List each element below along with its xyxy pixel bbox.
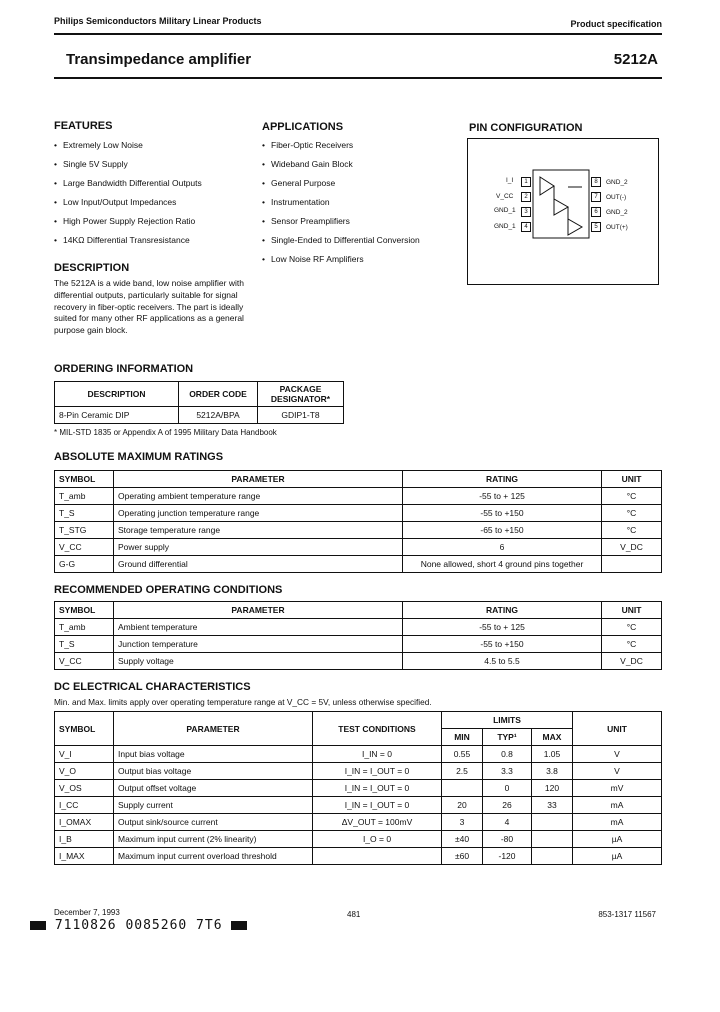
cell: V_OS bbox=[55, 780, 114, 797]
cell: mV bbox=[573, 780, 662, 797]
cell: T_STG bbox=[55, 522, 114, 539]
pin-label: GND_2 bbox=[606, 179, 628, 186]
list-item: • Low Input/Output Impedances bbox=[54, 196, 254, 215]
table-row bbox=[55, 407, 344, 424]
pin-config-heading: PIN CONFIGURATION bbox=[469, 122, 583, 134]
cell: 3.3 bbox=[483, 763, 532, 780]
cell: 2.5 bbox=[442, 763, 483, 780]
features-heading: FEATURES bbox=[54, 120, 113, 132]
cell bbox=[532, 848, 573, 865]
list-item: • Large Bandwidth Differential Outputs bbox=[54, 177, 254, 196]
table-row bbox=[55, 488, 662, 505]
cell: 0.8 bbox=[483, 746, 532, 763]
col-min: MIN bbox=[442, 729, 483, 746]
table-row bbox=[55, 522, 662, 539]
table-row bbox=[55, 797, 662, 814]
cell: I_O = 0 bbox=[313, 831, 442, 848]
cell: °C bbox=[602, 488, 662, 505]
cell bbox=[442, 780, 483, 797]
cell: V bbox=[573, 746, 662, 763]
pin-number: 6 bbox=[591, 207, 601, 217]
col-order-code: ORDER CODE bbox=[179, 382, 258, 407]
table-row bbox=[55, 556, 662, 573]
cell bbox=[313, 848, 442, 865]
ordering-heading: ORDERING INFORMATION bbox=[54, 363, 194, 375]
footer-date: December 7, 1993 bbox=[54, 908, 120, 917]
pin-number: 3 bbox=[521, 207, 531, 217]
cell: Supply voltage bbox=[114, 653, 403, 670]
applications-list bbox=[262, 139, 462, 272]
cell: G-G bbox=[55, 556, 114, 573]
cell: I_IN = I_OUT = 0 bbox=[313, 797, 442, 814]
pin-number: 5 bbox=[591, 222, 601, 232]
pin-number: 2 bbox=[521, 192, 531, 202]
abs-max-table bbox=[54, 470, 662, 573]
cell: Ambient temperature bbox=[114, 619, 403, 636]
cell: 4 bbox=[483, 814, 532, 831]
cell: Input bias voltage bbox=[114, 746, 313, 763]
col-limits: LIMITS bbox=[442, 712, 573, 729]
table-row bbox=[55, 746, 662, 763]
description-text: The 5212A is a wide band, low noise amplifier with differential outputs, particularly suitable for signal recovery in fiber-optic receivers. The part is ideally suited for many other RF applications as a general purpose gain block. bbox=[54, 278, 244, 336]
cell: Operating junction temperature range bbox=[114, 505, 403, 522]
cell: V_DC bbox=[602, 653, 662, 670]
cell: °C bbox=[602, 636, 662, 653]
barcode-strip bbox=[30, 918, 247, 933]
list-item: • High Power Supply Rejection Ratio bbox=[54, 215, 254, 234]
table-row bbox=[55, 505, 662, 522]
pin-label: OUT(+) bbox=[606, 224, 628, 231]
cell bbox=[532, 814, 573, 831]
cell bbox=[532, 831, 573, 848]
cell: Maximum input current overload threshold bbox=[114, 848, 313, 865]
list-item: • Instrumentation bbox=[262, 196, 462, 215]
cell: 8-Pin Ceramic DIP bbox=[55, 407, 179, 424]
table-row bbox=[55, 763, 662, 780]
cell: Output offset voltage bbox=[114, 780, 313, 797]
cell: V_O bbox=[55, 763, 114, 780]
cell: I_MAX bbox=[55, 848, 114, 865]
cell: 5212A/BPA bbox=[179, 407, 258, 424]
cell: -55 to +150 bbox=[403, 505, 602, 522]
col-package bbox=[258, 382, 344, 407]
col-symbol: SYMBOL bbox=[55, 712, 114, 746]
dc-elec-table bbox=[54, 711, 662, 865]
cell: T_amb bbox=[55, 619, 114, 636]
col-symbol: SYMBOL bbox=[55, 471, 114, 488]
cell: mA bbox=[573, 814, 662, 831]
cell: I_CC bbox=[55, 797, 114, 814]
col-parameter: PARAMETER bbox=[114, 471, 403, 488]
cell: -65 to +150 bbox=[403, 522, 602, 539]
cell: Power supply bbox=[114, 539, 403, 556]
cell: ±60 bbox=[442, 848, 483, 865]
footer-doc-code: 853-1317 11567 bbox=[598, 910, 656, 919]
col-max: MAX bbox=[532, 729, 573, 746]
cell: T_amb bbox=[55, 488, 114, 505]
rec-op-heading: RECOMMENDED OPERATING CONDITIONS bbox=[54, 584, 283, 596]
cell: 4.5 to 5.5 bbox=[403, 653, 602, 670]
part-number: 5212A bbox=[613, 51, 658, 68]
cell: V bbox=[573, 763, 662, 780]
cell: 3 bbox=[442, 814, 483, 831]
cell: I_B bbox=[55, 831, 114, 848]
col-package-line2: DESIGNATOR* bbox=[270, 394, 331, 404]
table-row bbox=[55, 636, 662, 653]
cell: None allowed, short 4 ground pins together bbox=[403, 556, 602, 573]
cell: -120 bbox=[483, 848, 532, 865]
col-rating: RATING bbox=[403, 602, 602, 619]
cell: Junction temperature bbox=[114, 636, 403, 653]
pin-number: 4 bbox=[521, 222, 531, 232]
cell: 26 bbox=[483, 797, 532, 814]
cell bbox=[602, 556, 662, 573]
cell: Storage temperature range bbox=[114, 522, 403, 539]
pin-number: 7 bbox=[591, 192, 601, 202]
col-unit: UNIT bbox=[602, 471, 662, 488]
rec-op-table bbox=[54, 601, 662, 670]
barcode-block bbox=[231, 921, 247, 930]
cell: mA bbox=[573, 797, 662, 814]
col-unit: UNIT bbox=[573, 712, 662, 746]
cell: -55 to + 125 bbox=[403, 619, 602, 636]
footer-page: 481 bbox=[347, 910, 361, 919]
cell: Operating ambient temperature range bbox=[114, 488, 403, 505]
header-rule-top bbox=[54, 33, 662, 35]
cell: Maximum input current (2% linearity) bbox=[114, 831, 313, 848]
page-title: Transimpedance amplifier bbox=[66, 51, 252, 68]
barcode-block bbox=[30, 921, 46, 930]
list-item: • Sensor Preamplifiers bbox=[262, 215, 462, 234]
table-row bbox=[55, 619, 662, 636]
pin-diagram bbox=[467, 138, 659, 285]
amplifier-symbol-icon bbox=[532, 169, 590, 239]
dc-elec-heading: DC ELECTRICAL CHARACTERISTICS bbox=[54, 681, 251, 693]
cell: V_I bbox=[55, 746, 114, 763]
cell: I_OMAX bbox=[55, 814, 114, 831]
cell: 120 bbox=[532, 780, 573, 797]
col-typ: TYP¹ bbox=[483, 729, 532, 746]
pin-label: OUT(-) bbox=[606, 194, 627, 201]
cell: T_S bbox=[55, 505, 114, 522]
cell: 33 bbox=[532, 797, 573, 814]
header-rule-bottom bbox=[54, 77, 662, 79]
list-item: • Low Noise RF Amplifiers bbox=[262, 253, 462, 272]
cell: ΔV_OUT = 100mV bbox=[313, 814, 442, 831]
ordering-note: * MIL-STD 1835 or Appendix A of 1995 Military Data Handbook bbox=[54, 428, 277, 437]
cell: °C bbox=[602, 619, 662, 636]
list-item: • 14KΩ Differential Transresistance bbox=[54, 234, 254, 253]
cell: 3.8 bbox=[532, 763, 573, 780]
list-item: • Extremely Low Noise bbox=[54, 139, 254, 158]
cell: °C bbox=[602, 505, 662, 522]
cell: T_S bbox=[55, 636, 114, 653]
pin-label: GND_2 bbox=[606, 209, 628, 216]
table-row bbox=[55, 848, 662, 865]
pin-label: GND_1 bbox=[494, 207, 516, 214]
pin-number: 1 bbox=[521, 177, 531, 187]
cell: µA bbox=[573, 848, 662, 865]
pin-label: I_I bbox=[506, 177, 514, 184]
cell: Output sink/source current bbox=[114, 814, 313, 831]
cell: 20 bbox=[442, 797, 483, 814]
col-rating: RATING bbox=[403, 471, 602, 488]
cell: I_IN = 0 bbox=[313, 746, 442, 763]
table-row bbox=[55, 539, 662, 556]
col-parameter: PARAMETER bbox=[114, 602, 403, 619]
list-item: • Wideband Gain Block bbox=[262, 158, 462, 177]
cell: V_CC bbox=[55, 539, 114, 556]
list-item: • General Purpose bbox=[262, 177, 462, 196]
col-unit: UNIT bbox=[602, 602, 662, 619]
ordering-table bbox=[54, 381, 344, 424]
dc-elec-subtitle: Min. and Max. limits apply over operating temperature range at V_CC = 5V, unless otherwise specified. bbox=[54, 697, 432, 707]
cell: °C bbox=[602, 522, 662, 539]
cell: 6 bbox=[403, 539, 602, 556]
cell: -80 bbox=[483, 831, 532, 848]
abs-max-heading: ABSOLUTE MAXIMUM RATINGS bbox=[54, 451, 224, 463]
cell: GDIP1-T8 bbox=[258, 407, 344, 424]
cell: -55 to + 125 bbox=[403, 488, 602, 505]
applications-heading: APPLICATIONS bbox=[262, 121, 344, 133]
col-symbol: SYMBOL bbox=[55, 602, 114, 619]
table-row bbox=[55, 814, 662, 831]
cell: -55 to +150 bbox=[403, 636, 602, 653]
cell: Supply current bbox=[114, 797, 313, 814]
barcode-text: 7110826 0085260 7T6 bbox=[54, 918, 223, 933]
cell: 0.55 bbox=[442, 746, 483, 763]
list-item: • Fiber-Optic Receivers bbox=[262, 139, 462, 158]
pin-label: V_CC bbox=[496, 193, 514, 200]
cell: µA bbox=[573, 831, 662, 848]
list-item: • Single-Ended to Differential Conversion bbox=[262, 234, 462, 253]
cell: 0 bbox=[483, 780, 532, 797]
col-description: DESCRIPTION bbox=[55, 382, 179, 407]
pin-label: GND_1 bbox=[494, 223, 516, 230]
col-test: TEST CONDITIONS bbox=[313, 712, 442, 746]
cell: V_CC bbox=[55, 653, 114, 670]
cell: Output bias voltage bbox=[114, 763, 313, 780]
table-row bbox=[55, 831, 662, 848]
cell: I_IN = I_OUT = 0 bbox=[313, 763, 442, 780]
cell: V_DC bbox=[602, 539, 662, 556]
col-package-line1: PACKAGE bbox=[279, 384, 322, 394]
list-item: • Single 5V Supply bbox=[54, 158, 254, 177]
features-list bbox=[54, 139, 254, 253]
table-row bbox=[55, 780, 662, 797]
cell: ±40 bbox=[442, 831, 483, 848]
cell: 1.05 bbox=[532, 746, 573, 763]
pin-number: 8 bbox=[591, 177, 601, 187]
cell: I_IN = I_OUT = 0 bbox=[313, 780, 442, 797]
doc-type: Product specification bbox=[570, 19, 662, 29]
col-parameter: PARAMETER bbox=[114, 712, 313, 746]
table-row bbox=[55, 653, 662, 670]
description-heading: DESCRIPTION bbox=[54, 262, 130, 274]
cell: Ground differential bbox=[114, 556, 403, 573]
company-name: Philips Semiconductors Military Linear Products bbox=[54, 16, 262, 26]
